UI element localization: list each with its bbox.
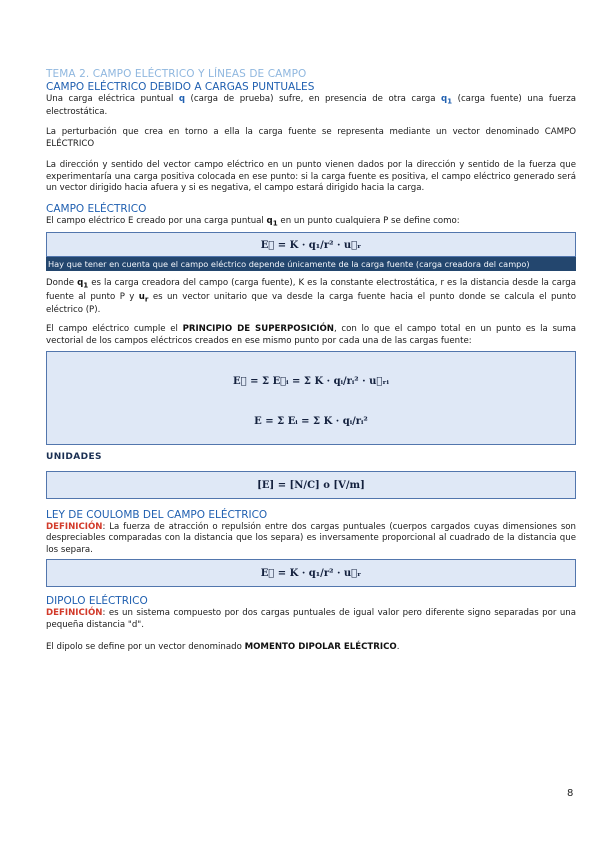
dipolo-moment: El dipolo se define por un vector denominado MOMENTO DIPOLAR ELÉCTRICO. — [46, 641, 400, 652]
section-title: CAMPO ELÉCTRICO DEBIDO A CARGAS PUNTUALES — [46, 81, 315, 93]
coulomb-formula: E⃗ = K · q₁/r² · u⃗ᵣ — [260, 568, 362, 580]
campo-formula: E⃗ = K · q₁/r² · u⃗ᵣ — [260, 240, 362, 252]
units-title: UNIDADES — [46, 451, 102, 462]
paragraph-perturbation: La perturbación que crea en torno a ella la carga fuente se representa mediante un vector denominado CAMPO ELÉCTRICO — [46, 126, 576, 149]
campo-note: Hay que tener en cuenta que el campo eléctrico depende únicamente de la carga fuente (carga creadora del campo) — [46, 257, 576, 271]
campo-description: Donde $q_1$ es la carga creadora del campo (carga fuente), K es la constante electrostática, r es la distancia desde la carga fuente al punto P y $u_r$ es un vector unitario que va desde la carga fuente hacia el punto donde se calcula el punto eléctrico (P). — [46, 278, 576, 315]
topic-title: TEMA 2. CAMPO ELÉCTRICO Y LÍNEAS DE CAMPO — [46, 68, 307, 80]
superposition-box — [46, 351, 576, 445]
dipolo-definition: DEFINICIÓN: es un sistema compuesto por dos cargas puntuales de igual valor pero diferente signo separadas por una pequeña distancia "d". — [46, 608, 576, 630]
dipolo-title: DIPOLO ELÉCTRICO — [46, 595, 148, 608]
coulomb-title: LEY DE COULOMB DEL CAMPO ELÉCTRICO — [46, 508, 268, 521]
paragraph-intro: Una carga eléctrica puntual q (carga de prueba) sufre, en presencia de otra carga $q_1$ (carga fuente) una fuerza electrostática. — [46, 94, 576, 118]
charge-q1: $q_1$ — [440, 94, 453, 106]
superposition-scalar-formula: E = Σ Eᵢ = Σ K · qᵢ/rᵢ² — [254, 415, 368, 427]
campo-title: CAMPO ELÉCTRICO — [46, 202, 147, 215]
superposition-vector-formula: E⃗ = Σ E⃗ᵢ = Σ K · qᵢ/rᵢ² · u⃗ᵣᵢ — [233, 375, 389, 387]
units-box — [46, 471, 576, 499]
superposition-text: El campo eléctrico cumple el PRINCIPIO DE SUPERPOSICIÓN, con lo que el campo total en un punto es la suma vectorial de los campos eléctricos creados en ese mismo punto por cada una de las cargas fuente: — [46, 324, 577, 346]
paragraph-direction: La dirección y sentido del vector campo eléctrico en un punto vienen dados por la dirección y sentido de la fuerza que experimentaría una carga positiva colocada en ese punto: si la carga fuente es positiva, el campo eléctrico generado será un vector dirigido hacia afuera y si es negativa, el campo estará dirigido hacia la carga. — [46, 160, 576, 194]
page-number: 8 — [567, 788, 574, 799]
page-content — [46, 68, 576, 653]
coulomb-definition: DEFINICIÓN: La fuerza de atracción o repulsión entre dos cargas puntuales (cuerpos cargados cuyas dimensiones son despreciables comparadas con la distancia que los separa) es inversamente proporcional al cuadrado de la distancia que los separa. — [46, 521, 576, 555]
campo-intro: El campo eléctrico E creado por una carga puntual $q_1$ en un punto cualquiera P se define como: — [46, 215, 460, 228]
units-formula: [E] = [N/C] o [V/m] — [257, 479, 365, 491]
coulomb-formula-box — [46, 559, 576, 587]
campo-formula-box — [46, 232, 576, 257]
